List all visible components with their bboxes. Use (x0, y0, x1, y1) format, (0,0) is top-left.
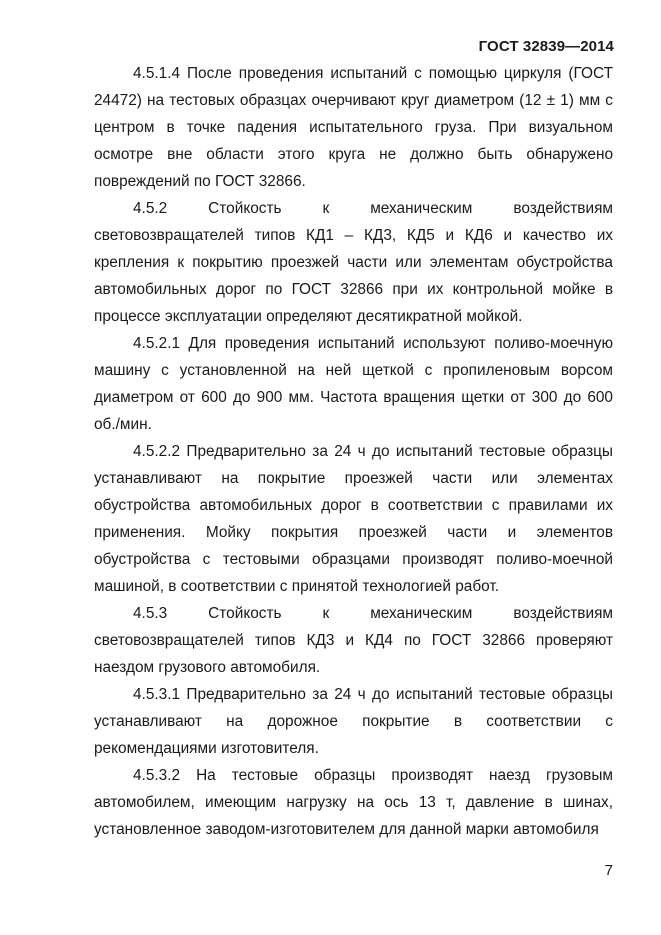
page-number: 7 (604, 862, 613, 879)
document-body (94, 60, 613, 843)
paragraph-4-5-2-2: 4.5.2.2 Предварительно за 24 ч до испытаний тестовые образцы устанавливают на покрытие проезжей части или элементах обустройства автомобильных дорог в соответствии с правилами их применения. Мойку покрытия проезжей части и элементов обустройства с тестовыми образцами производят поливо-моечной машиной, в соответствии с принятой технологией работ. (94, 443, 613, 595)
document-header: ГОСТ 32839—2014 (478, 38, 614, 55)
paragraph-4-5-3-2: 4.5.3.2 На тестовые образцы производят наезд грузовым автомобилем, имеющим нагрузку на ось 13 т, давление в шинах, установленное заводом-изготовителем для данной марки автомобиля (94, 767, 613, 838)
paragraph-4-5-3: 4.5.3 Стойкость к механическим воздействиям световозвращателей типов КД3 и КД4 по ГОСТ 32866 проверяют наездом грузового автомобиля. (94, 605, 613, 676)
paragraph-4-5-2: 4.5.2 Стойкость к механическим воздействиям световозвращателей типов КД1 – КД3, КД5 и КД6 и качество их крепления к покрытию проезжей части или элементам обустройства автомобильных дорог по ГОСТ 32866 при их контрольной мойке в процессе эксплуатации определяют десятикратной мойкой. (94, 200, 613, 325)
paragraph-4-5-1-4: 4.5.1.4 После проведения испытаний с помощью циркуля (ГОСТ 24472) на тестовых образцах очерчивают круг диаметром (12 ± 1) мм с центром в точке падения испытательного груза. При визуальном осмотре вне области этого круга не должно быть обнаружено повреждений по ГОСТ 32866. (94, 65, 613, 190)
paragraph-4-5-3-1: 4.5.3.1 Предварительно за 24 ч до испытаний тестовые образцы устанавливают на дорожное покрытие в соответствии с рекомендациями изготовителя. (94, 686, 613, 757)
paragraph-4-5-2-1: 4.5.2.1 Для проведения испытаний используют поливо-моечную машину с установленной на ней щеткой с пропиленовым ворсом диаметром от 600 до 900 мм. Частота вращения щетки от 300 до 600 об./мин. (94, 335, 613, 433)
